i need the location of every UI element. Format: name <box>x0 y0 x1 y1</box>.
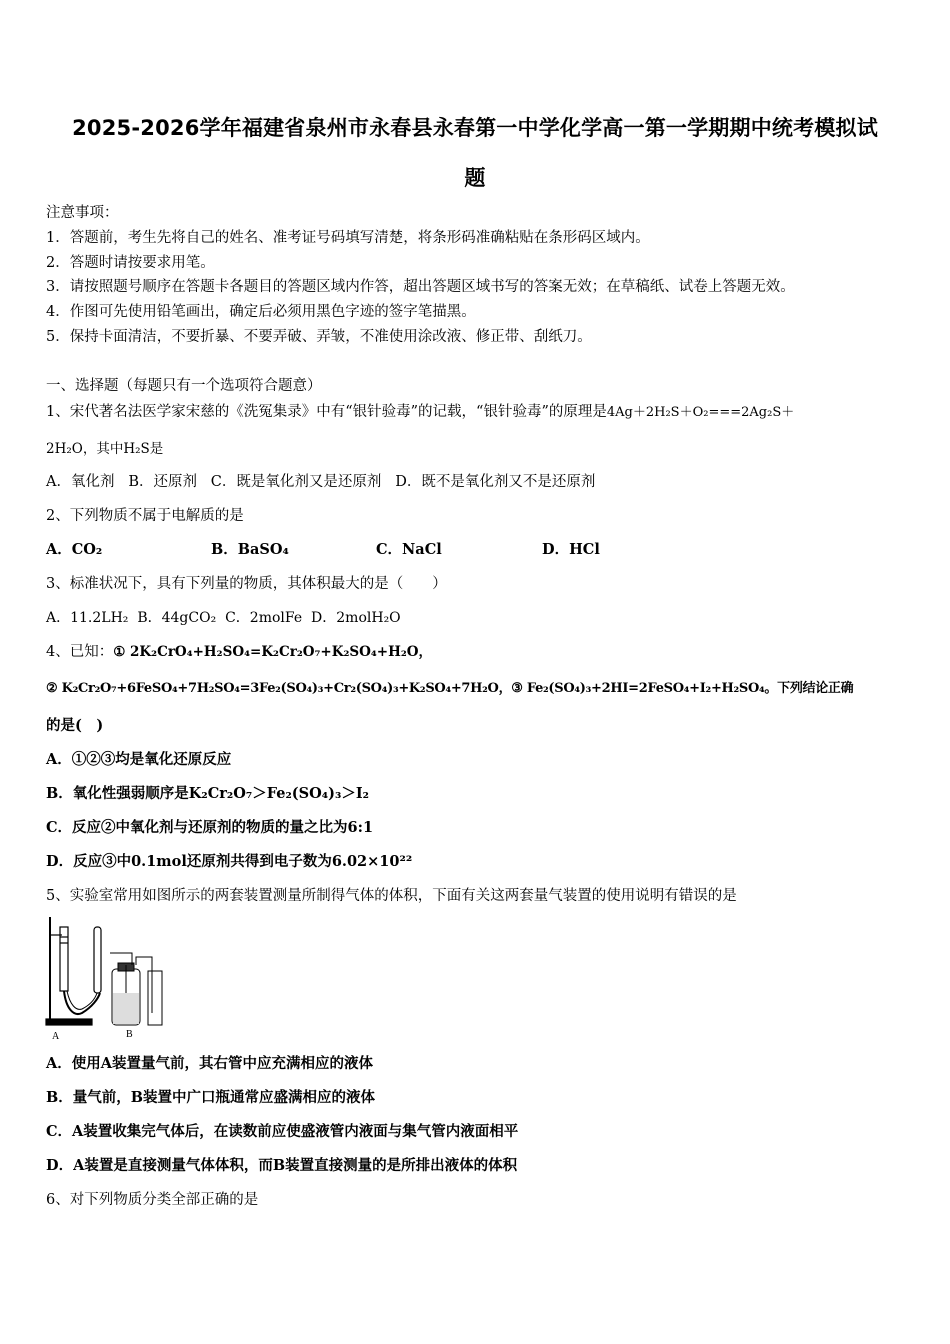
q4-option-d[interactable]: D．反应③中0.1mol还原剂共得到电子数为6.02×10²² <box>46 853 413 870</box>
q3-option-d[interactable]: D．2molH₂O <box>311 610 401 626</box>
notice-item-5: 5．保持卡面清洁，不要折暴、不要弄破、弄皱，不准使用涂改液、修正带、刮纸刀。 <box>46 329 592 345</box>
q1-option-a[interactable]: A．氧化剂 <box>46 474 115 490</box>
bottle-liquid <box>113 993 139 1024</box>
exam-title-line2: 题 <box>464 166 486 190</box>
q4-eq1: ① 2K₂CrO₄+H₂SO₄=K₂Cr₂O₇+K₂SO₄+H₂O， <box>113 644 433 660</box>
q3-option-c[interactable]: C．2molFe <box>225 610 303 626</box>
exam-title-line1: 2025-2026学年福建省泉州市永春县永春第一中学化学高一第一学期期中统考模拟试 <box>72 116 878 140</box>
q1-option-d[interactable]: D．既不是氧化剂又不是还原剂 <box>395 474 596 490</box>
q5-option-d[interactable]: D．A装置是直接测量气体体积，而B装置直接测量的是所排出液体的体积 <box>46 1157 518 1174</box>
q4-stem-a: 4、已知： <box>46 644 114 660</box>
apparatus-a <box>46 917 101 1025</box>
q4-stem-line1 <box>46 642 916 662</box>
q6-stem: 6、对下列物质分类全部正确的是 <box>46 1192 259 1208</box>
q1-stem-a: 1、宋代著名法医学家宋慈的《洗冤集录》中有“银针验毒”的记载，“银针验毒”的原理是 <box>46 404 607 420</box>
q1-stem-c: 2H₂O，其中H₂S是 <box>46 441 164 457</box>
q5-option-b[interactable]: B．量气前，B装置中广口瓶通常应盛满相应的液体 <box>46 1089 376 1106</box>
q4-eq2: ② K₂Cr₂O₇+6FeSO₄+7H₂SO₄=3Fe₂(SO₄)₃+Cr₂(SO₄)₃+K₂SO₄+7H₂O，③ Fe₂(SO₄)₃+2HI=2FeSO₄+I₂+H₂SO₄。下列结论正确 <box>46 681 854 696</box>
q4-option-a[interactable]: A．①②③均是氧化还原反应 <box>46 751 232 768</box>
q3-option-b[interactable]: B．44gCO₂ <box>137 610 217 626</box>
notice-heading: 注意事项： <box>46 205 119 221</box>
q1-option-c[interactable]: C．既是氧化剂又是还原剂 <box>210 474 382 490</box>
rubber-hose <box>64 991 100 1014</box>
q1-options <box>46 472 916 492</box>
stand-base <box>46 1019 92 1025</box>
notice-item-2: 2．答题时请按要求用笔。 <box>46 255 215 271</box>
q4-option-b[interactable]: B．氧化性强弱顺序是K₂Cr₂O₇＞Fe₂(SO₄)₃＞I₂ <box>46 785 369 802</box>
q2-option-c[interactable]: C．NaCl <box>376 541 442 558</box>
figure-label-b: B <box>126 1029 133 1040</box>
q5-option-c[interactable]: C．A装置收集完气体后，在读数前应使盛液管内液面与集气管内液面相平 <box>46 1123 519 1140</box>
q2-option-a[interactable]: A．CO₂ <box>46 541 103 558</box>
figure-label-a: A <box>52 1031 60 1042</box>
section-heading: 一、选择题（每题只有一个选项符合题意） <box>46 378 322 394</box>
q2-option-d[interactable]: D．HCl <box>542 541 600 558</box>
notice-item-4: 4．作图可先使用铅笔画出，确定后必须用黑色字迹的签字笔描黑。 <box>46 304 476 320</box>
q1-option-b[interactable]: B．还原剂 <box>128 474 197 490</box>
notice-item-1: 1．答题前，考生先将自己的姓名、准考证号码填写清楚，将条形码准确粘贴在条形码区域内。 <box>46 230 650 246</box>
q3-stem: 3、标准状况下，具有下列量的物质，其体积最大的是（ ） <box>46 576 447 592</box>
q5-stem: 5、实验室常用如图所示的两套装置测量所制得气体的体积，下面有关这两套量气装置的使用说明有错误的是 <box>46 888 737 904</box>
q1-stem-b: 4Ag＋2H₂S＋O₂===2Ag₂S＋ <box>606 405 795 420</box>
q2-stem: 2、下列物质不属于电解质的是 <box>46 508 244 524</box>
notice-item-3: 3．请按照题号顺序在答题卡各题目的答题区域内作答，超出答题区域书写的答案无效；在草稿纸、试卷上答题无效。 <box>46 279 795 295</box>
q3-option-a[interactable]: A．11.2LH₂ <box>46 610 129 626</box>
gas-measuring-apparatus-figure <box>40 913 180 1043</box>
leveling-tube <box>94 927 101 993</box>
q4-option-c[interactable]: C．反应②中氧化剂与还原剂的物质的量之比为6:1 <box>46 819 374 836</box>
q3-options <box>46 608 916 628</box>
apparatus-b <box>110 953 162 1025</box>
q2-option-b[interactable]: B．BaSO₄ <box>211 541 289 558</box>
q4-stem-b: 的是( ) <box>46 717 104 734</box>
q5-option-a[interactable]: A．使用A装置量气前，其右管中应充满相应的液体 <box>46 1055 373 1072</box>
q1-stem-line1 <box>46 402 916 423</box>
measuring-cylinder <box>148 971 162 1025</box>
